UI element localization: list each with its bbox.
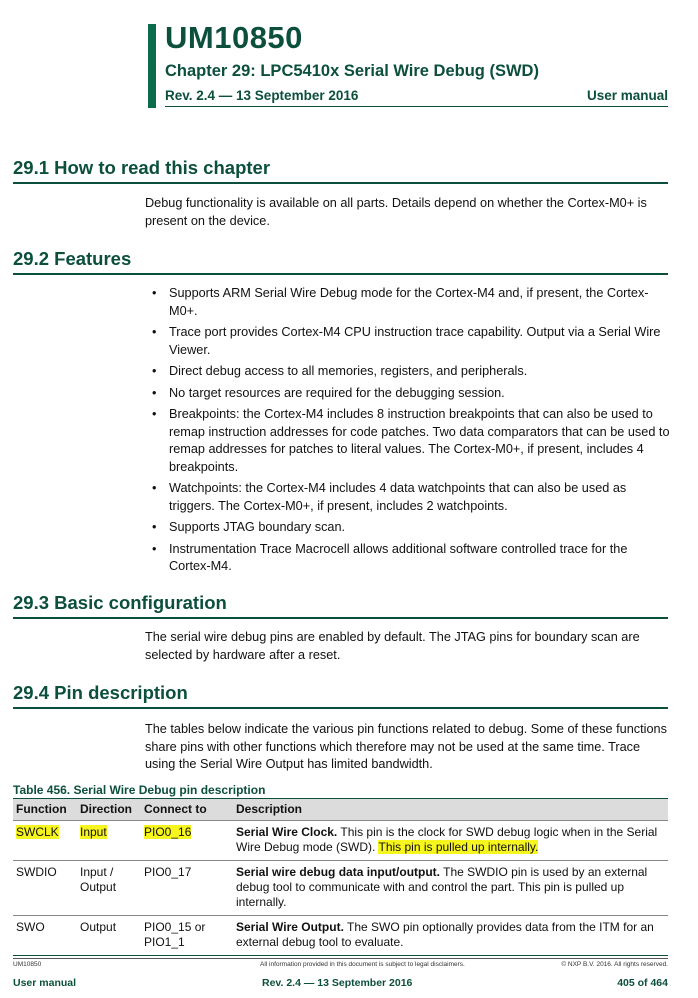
cell-direction: Output: [77, 916, 141, 956]
section-rule: [13, 707, 668, 709]
bullet-icon: •: [152, 325, 157, 339]
cell-direction: Input / Output: [77, 861, 141, 916]
bullet-icon: •: [152, 520, 157, 534]
cell-description: Serial Wire Output. The SWO pin optionally provides data from the ITM for an external debug tool to evaluate.: [233, 916, 668, 956]
cell-description: Serial wire debug data input/output. The SWDIO pin is used by an external debug tool to communicate with and control the part. This pin is pulled up internally.: [233, 861, 668, 916]
section-body-29-1: Debug functionality is available on all parts. Details depend on whether the Cortex-M0+ is present on the device.: [145, 196, 647, 228]
cell-connect: PIO0_16: [141, 821, 233, 861]
list-item: • Direct debug access to all memories, registers, and peripherals.: [152, 363, 670, 381]
section-rule: [13, 182, 668, 184]
section-heading-29-2: 29.2 Features: [13, 248, 132, 269]
table-row: [13, 861, 668, 916]
footer-legal: All information provided in this document is subject to legal disclaimers.: [260, 961, 465, 968]
section-heading-29-3: 29.3 Basic configuration: [13, 592, 227, 613]
cell-function: SWDIO: [13, 861, 77, 916]
header-accent-bar: [148, 24, 156, 108]
table-row: [13, 916, 668, 956]
features-list: [152, 285, 670, 580]
footer-doc-type: User manual: [13, 977, 77, 989]
pin-description-table: [13, 798, 668, 956]
cell-function: SWCLK: [13, 821, 77, 861]
bullet-icon: •: [152, 407, 157, 421]
section-rule: [13, 273, 668, 275]
bullet-icon: •: [152, 286, 157, 300]
bullet-icon: •: [152, 364, 157, 378]
cell-connect: PIO0_17: [141, 861, 233, 916]
list-item: • Instrumentation Trace Macrocell allows additional software controlled trace for the Cortex-M4.: [152, 541, 628, 573]
header-rule: [165, 106, 668, 107]
column-header-connect-to: Connect to: [141, 799, 233, 821]
section-heading-29-4: 29.4 Pin description: [13, 682, 188, 703]
table-row: [13, 821, 668, 861]
column-header-direction: Direction: [77, 799, 141, 821]
list-item: • No target resources are required for the debugging session.: [152, 385, 670, 403]
document-id: UM10850: [165, 20, 303, 55]
column-header-function: Function: [13, 799, 77, 821]
list-item: • Supports JTAG boundary scan.: [152, 519, 670, 537]
revision-date: Rev. 2.4 — 13 September 2016: [165, 88, 359, 103]
cell-function: SWO: [13, 916, 77, 956]
section-rule: [13, 617, 668, 619]
bullet-icon: •: [152, 481, 157, 495]
bullet-icon: •: [152, 541, 157, 556]
list-item: • Trace port provides Cortex-M4 CPU instruction trace capability. Output via a Serial Wire Viewer.: [152, 325, 661, 357]
list-item: • Watchpoints: the Cortex-M4 includes 4 data watchpoints that can also be used as triggers. The Cortex-M0+, if present, includes 2 watchpoints.: [152, 481, 627, 513]
chapter-title: Chapter 29: LPC5410x Serial Wire Debug (SWD): [165, 62, 539, 80]
page-number: 405 of 464: [617, 977, 668, 989]
section-heading-29-1: 29.1 How to read this chapter: [13, 157, 271, 178]
list-item: • Supports ARM Serial Wire Debug mode for the Cortex-M4 and, if present, the Cortex-M0+.: [152, 286, 649, 318]
footer-revision: Rev. 2.4 — 13 September 2016: [262, 977, 413, 989]
list-item: • Breakpoints: the Cortex-M4 includes 8 instruction breakpoints that can also be used to remap instruction addresses for code patches. Two data comparators that can be used to remap addresses for patches to literal values. The Cortex-M0+, if present, includes 4 breakpoints.: [152, 407, 670, 474]
table-caption: Table 456. Serial Wire Debug pin description: [13, 783, 266, 797]
highlighted-text: This pin is pulled up internally.: [378, 840, 539, 854]
cell-connect: PIO0_15 or PIO1_1: [141, 916, 233, 956]
bullet-icon: •: [152, 385, 157, 400]
cell-description: Serial Wire Clock. This pin is the clock for SWD debug logic when in the Serial Wire Debug mode (SWD). This pin is pulled up internally.: [233, 821, 668, 861]
table-header-row: [13, 799, 668, 821]
section-body-29-3: The serial wire debug pins are enabled by default. The JTAG pins for boundary scan are selected by hardware after a reset.: [145, 630, 640, 662]
section-body-29-4: The tables below indicate the various pin functions related to debug. Some of these functions share pins with other functions which therefore may not be used at the same time. Trace using the Serial Wire Output has limited bandwidth.: [145, 722, 667, 771]
document-type: User manual: [586, 88, 668, 103]
footer-rule: [13, 958, 668, 959]
footer-doc-id: UM10850: [13, 961, 42, 968]
cell-direction: Input: [77, 821, 141, 861]
footer-copyright: © NXP B.V. 2016. All rights reserved.: [561, 961, 668, 968]
column-header-description: Description: [233, 799, 668, 821]
